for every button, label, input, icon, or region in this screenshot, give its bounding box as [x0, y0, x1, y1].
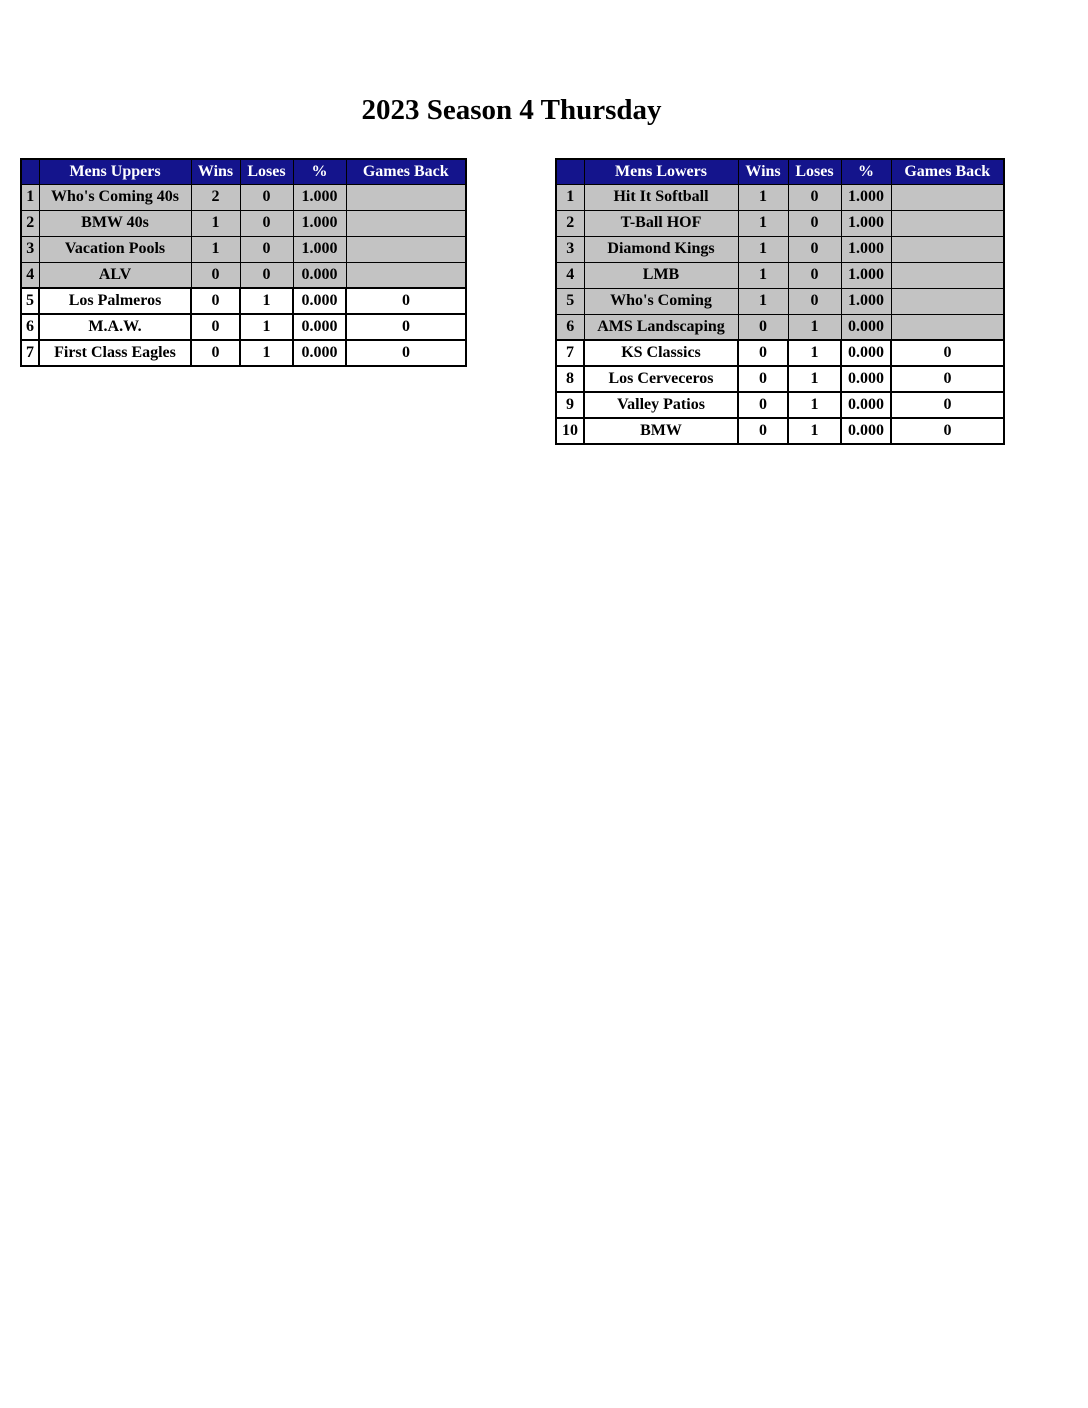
team-cell: First Class Eagles: [39, 340, 191, 366]
pct-cell: 0.000: [841, 392, 891, 418]
loses-cell: 0: [788, 210, 841, 236]
mens-lowers-rows: [556, 184, 1004, 444]
wins-cell: 1: [738, 184, 788, 210]
pct-cell: 0.000: [841, 418, 891, 444]
games-back-header: Games Back: [346, 159, 466, 184]
team-cell: AMS Landscaping: [584, 314, 738, 340]
pct-cell: 0.000: [293, 262, 346, 288]
rank-cell: 1: [21, 184, 39, 210]
table-row: [556, 418, 1004, 444]
team-cell: M.A.W.: [39, 314, 191, 340]
table-row: [21, 314, 466, 340]
table-row: [556, 184, 1004, 210]
wins-cell: 0: [738, 392, 788, 418]
team-cell: Diamond Kings: [584, 236, 738, 262]
rank-cell: 6: [556, 314, 584, 340]
pct-cell: 1.000: [841, 262, 891, 288]
wins-cell: 1: [191, 210, 240, 236]
table-row: [21, 288, 466, 314]
wins-header: Wins: [191, 159, 240, 184]
team-cell: Valley Patios: [584, 392, 738, 418]
rank-cell: 3: [21, 236, 39, 262]
pct-cell: 0.000: [841, 314, 891, 340]
loses-cell: 1: [788, 418, 841, 444]
loses-cell: 1: [240, 288, 293, 314]
team-cell: Hit It Softball: [584, 184, 738, 210]
pct-cell: 1.000: [841, 236, 891, 262]
games-back-cell: 0: [346, 340, 466, 366]
table-row: [21, 236, 466, 262]
pct-cell: 1.000: [841, 184, 891, 210]
pct-cell: 1.000: [841, 210, 891, 236]
mens-lowers-table: [555, 158, 1005, 445]
games-back-cell: [346, 262, 466, 288]
pct-header: %: [841, 159, 891, 184]
pct-cell: 1.000: [841, 288, 891, 314]
games-back-cell: [346, 236, 466, 262]
games-back-cell: 0: [891, 340, 1004, 366]
rank-header: [21, 159, 39, 184]
table-row: [556, 210, 1004, 236]
games-back-cell: [891, 314, 1004, 340]
wins-cell: 0: [738, 340, 788, 366]
wins-cell: 1: [738, 210, 788, 236]
rank-cell: 2: [556, 210, 584, 236]
wins-cell: 0: [191, 340, 240, 366]
games-back-cell: 0: [891, 366, 1004, 392]
pct-cell: 1.000: [293, 184, 346, 210]
rank-cell: 7: [556, 340, 584, 366]
rank-cell: 9: [556, 392, 584, 418]
loses-cell: 0: [240, 210, 293, 236]
mens-uppers-table: [20, 158, 467, 367]
pct-cell: 0.000: [841, 366, 891, 392]
games-back-cell: [891, 184, 1004, 210]
loses-cell: 0: [240, 262, 293, 288]
loses-cell: 0: [788, 262, 841, 288]
rank-cell: 4: [21, 262, 39, 288]
wins-cell: 0: [738, 418, 788, 444]
wins-cell: 0: [191, 314, 240, 340]
wins-cell: 0: [191, 288, 240, 314]
games-back-cell: [346, 210, 466, 236]
wins-cell: 1: [191, 236, 240, 262]
loses-header: Loses: [240, 159, 293, 184]
games-back-cell: [346, 184, 466, 210]
games-back-cell: 0: [346, 314, 466, 340]
loses-cell: 0: [788, 184, 841, 210]
loses-cell: 1: [788, 314, 841, 340]
team-cell: Vacation Pools: [39, 236, 191, 262]
team-cell: Los Palmeros: [39, 288, 191, 314]
games-back-cell: 0: [346, 288, 466, 314]
team-cell: T-Ball HOF: [584, 210, 738, 236]
wins-cell: 1: [738, 262, 788, 288]
rank-cell: 5: [556, 288, 584, 314]
table-header-row: [21, 159, 466, 184]
mens-uppers-rows: [21, 184, 466, 366]
wins-cell: 1: [738, 288, 788, 314]
games-back-cell: [891, 262, 1004, 288]
loses-cell: 0: [240, 184, 293, 210]
table-header-row: [556, 159, 1004, 184]
table-row: [21, 262, 466, 288]
loses-cell: 0: [240, 236, 293, 262]
table-row: [21, 210, 466, 236]
table-row: [556, 288, 1004, 314]
wins-cell: 0: [738, 366, 788, 392]
table-row: [21, 340, 466, 366]
loses-cell: 1: [240, 340, 293, 366]
rank-cell: 3: [556, 236, 584, 262]
rank-cell: 4: [556, 262, 584, 288]
table-row: [556, 236, 1004, 262]
games-back-cell: [891, 288, 1004, 314]
team-header: Mens Lowers: [584, 159, 738, 184]
loses-cell: 0: [788, 288, 841, 314]
pct-cell: 1.000: [293, 236, 346, 262]
wins-cell: 0: [738, 314, 788, 340]
wins-cell: 0: [191, 262, 240, 288]
wins-cell: 2: [191, 184, 240, 210]
games-back-cell: [891, 210, 1004, 236]
rank-cell: 8: [556, 366, 584, 392]
pct-header: %: [293, 159, 346, 184]
wins-cell: 1: [738, 236, 788, 262]
pct-cell: 1.000: [293, 210, 346, 236]
loses-cell: 1: [240, 314, 293, 340]
rank-cell: 2: [21, 210, 39, 236]
team-cell: Los Cerveceros: [584, 366, 738, 392]
loses-cell: 0: [788, 236, 841, 262]
page-title: 2023 Season 4 Thursday: [361, 94, 662, 126]
games-back-cell: 0: [891, 392, 1004, 418]
games-back-cell: [891, 236, 1004, 262]
team-cell: ALV: [39, 262, 191, 288]
games-back-cell: 0: [891, 418, 1004, 444]
pct-cell: 0.000: [293, 314, 346, 340]
team-cell: LMB: [584, 262, 738, 288]
team-cell: Who's Coming 40s: [39, 184, 191, 210]
loses-header: Loses: [788, 159, 841, 184]
loses-cell: 1: [788, 392, 841, 418]
team-cell: BMW 40s: [39, 210, 191, 236]
team-cell: Who's Coming: [584, 288, 738, 314]
table-row: [21, 184, 466, 210]
pct-cell: 0.000: [293, 288, 346, 314]
table-row: [556, 392, 1004, 418]
games-back-header: Games Back: [891, 159, 1004, 184]
table-row: [556, 340, 1004, 366]
pct-cell: 0.000: [841, 340, 891, 366]
rank-cell: 6: [21, 314, 39, 340]
pct-cell: 0.000: [293, 340, 346, 366]
table-row: [556, 366, 1004, 392]
rank-cell: 5: [21, 288, 39, 314]
team-cell: BMW: [584, 418, 738, 444]
loses-cell: 1: [788, 340, 841, 366]
rank-cell: 7: [21, 340, 39, 366]
table-row: [556, 314, 1004, 340]
rank-cell: 1: [556, 184, 584, 210]
team-header: Mens Uppers: [39, 159, 191, 184]
wins-header: Wins: [738, 159, 788, 184]
team-cell: KS Classics: [584, 340, 738, 366]
loses-cell: 1: [788, 366, 841, 392]
rank-header: [556, 159, 584, 184]
rank-cell: 10: [556, 418, 584, 444]
table-row: [556, 262, 1004, 288]
